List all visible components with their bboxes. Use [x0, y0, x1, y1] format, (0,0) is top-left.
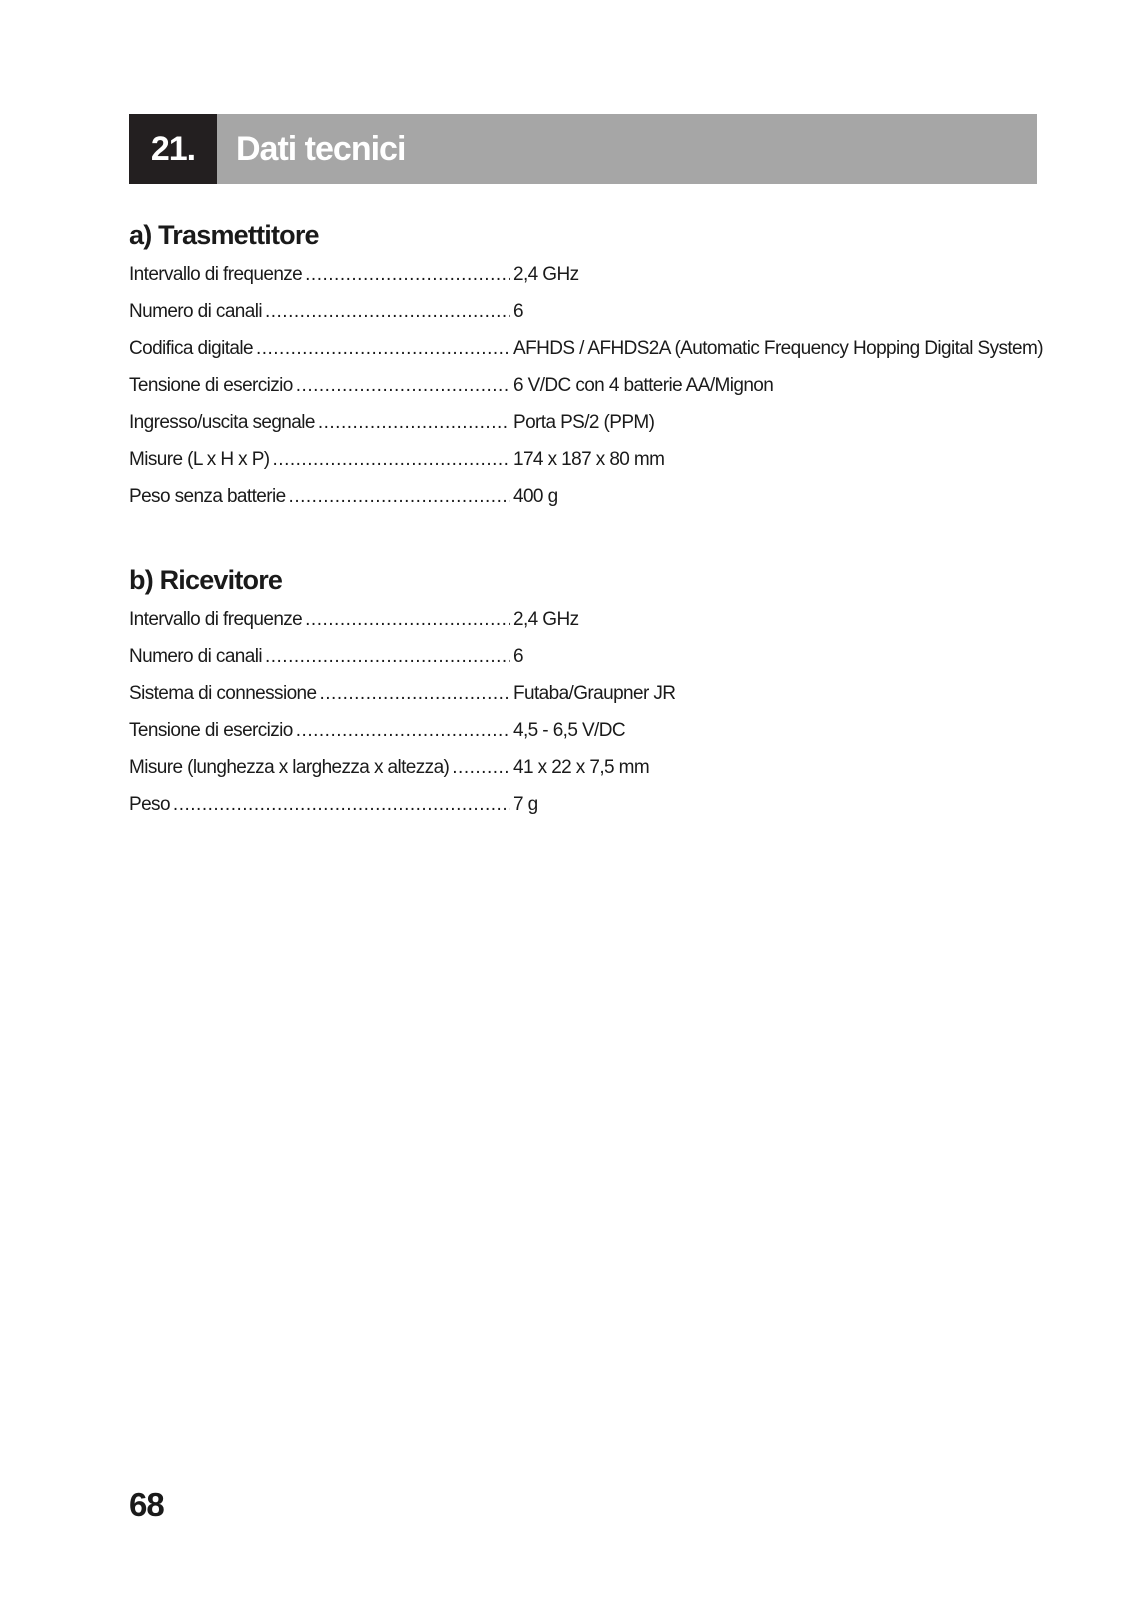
- leader-dots: [305, 256, 510, 293]
- spec-value: Porta PS/2 (PPM): [513, 412, 655, 433]
- spec-label: Numero di canali: [129, 301, 262, 322]
- spec-value: 6: [513, 646, 523, 667]
- chapter-header: [129, 114, 1037, 184]
- leader-dots: [273, 441, 510, 478]
- leader-dots: [296, 712, 510, 749]
- spec-label: Sistema di connessione: [129, 683, 317, 704]
- leader-dots: [318, 404, 510, 441]
- spec-label: Ingresso/uscita segnale: [129, 412, 315, 433]
- page-number: 68: [129, 1486, 164, 1523]
- spec-row: [129, 293, 1049, 330]
- spec-label: Peso senza batterie: [129, 486, 286, 507]
- spec-label: Misure (L x H x P): [129, 449, 270, 470]
- spec-row: [129, 786, 1049, 823]
- spec-value: AFHDS / AFHDS2A (Automatic Frequency Hopping Digital System): [513, 338, 1043, 359]
- leader-dots: [452, 749, 510, 786]
- leader-dots: [173, 786, 510, 823]
- spec-value: 6 V/DC con 4 batterie AA/Mignon: [513, 375, 774, 396]
- spec-value: 41 x 22 x 7,5 mm: [513, 757, 650, 778]
- spec-label: Intervallo di frequenze: [129, 264, 303, 285]
- spec-row: [129, 675, 1049, 712]
- spec-value: 2,4 GHz: [513, 264, 579, 285]
- chapter-title: Dati tecnici: [217, 114, 1037, 184]
- leader-dots: [289, 478, 510, 515]
- spec-row: [129, 749, 1049, 786]
- spec-value: 4,5 - 6,5 V/DC: [513, 720, 625, 741]
- spec-label: Misure (lunghezza x larghezza x altezza): [129, 757, 450, 778]
- spec-value: 6: [513, 301, 523, 322]
- spec-value: Futaba/Graupner JR: [513, 683, 676, 704]
- spec-label: Tensione di esercizio: [129, 720, 293, 741]
- spec-value: 2,4 GHz: [513, 609, 579, 630]
- spec-label: Codifica digitale: [129, 338, 253, 359]
- spec-value: 400 g: [513, 486, 558, 507]
- section-receiver: [129, 559, 1049, 823]
- section-title: a) Trasmettitore: [129, 220, 319, 250]
- spec-value: 7 g: [513, 794, 538, 815]
- section-transmitter: [129, 214, 1049, 515]
- spec-label: Numero di canali: [129, 646, 262, 667]
- leader-dots: [265, 638, 510, 675]
- leader-dots: [265, 293, 510, 330]
- spec-row: [129, 712, 1049, 749]
- spec-row: [129, 404, 1049, 441]
- spec-row: [129, 330, 1049, 367]
- spec-value: 174 x 187 x 80 mm: [513, 449, 665, 470]
- spec-row: [129, 601, 1049, 638]
- spec-row: [129, 441, 1049, 478]
- spec-label: Peso: [129, 794, 170, 815]
- spec-row: [129, 256, 1049, 293]
- chapter-number: 21.: [129, 114, 217, 184]
- spec-row: [129, 478, 1049, 515]
- spec-row: [129, 638, 1049, 675]
- spec-label: Tensione di esercizio: [129, 375, 293, 396]
- spec-label: Intervallo di frequenze: [129, 609, 303, 630]
- leader-dots: [256, 330, 510, 367]
- leader-dots: [296, 367, 510, 404]
- spec-row: [129, 367, 1049, 404]
- section-title: b) Ricevitore: [129, 565, 283, 595]
- leader-dots: [305, 601, 510, 638]
- leader-dots: [319, 675, 510, 712]
